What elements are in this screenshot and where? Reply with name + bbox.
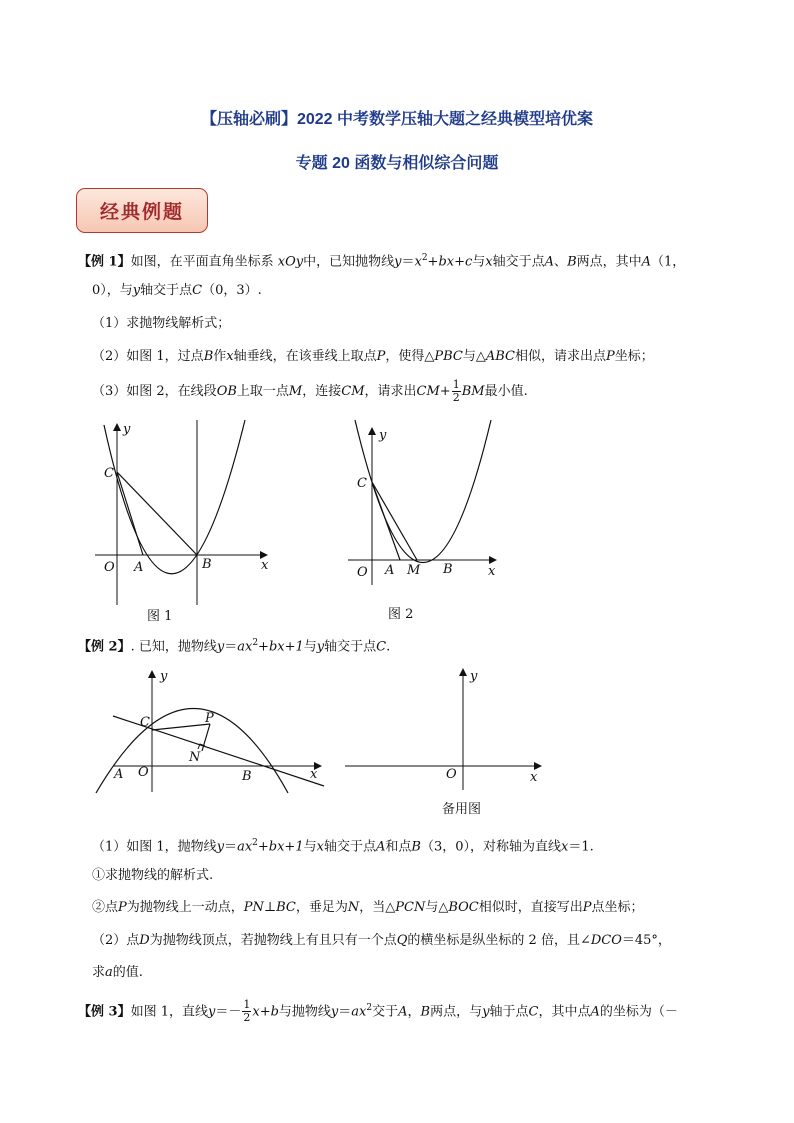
example1-figure2-caption: 图 2 (388, 607, 414, 622)
label-x: x (488, 564, 496, 579)
segment-ca (372, 482, 400, 560)
label-o: O (446, 767, 457, 782)
label-o: O (104, 560, 115, 575)
example1-figure2 (343, 415, 508, 590)
example3-line1: 【例 3】如图 1，直线y＝－ $\frac{1}{2}$ x+b与抛物线$y=ax^2$交于A，B两点，与y轴于点C，其中点A的坐标为（－ (78, 998, 678, 1025)
label-y: y (160, 669, 168, 684)
example1-line1: 【例 1】如图，在平面直角坐标系 xOy中，已知抛物线$y=x^2+bx+c$与x轴交于点A、B两点，其中A（1， (78, 253, 686, 270)
example2-figure1 (88, 660, 328, 800)
example2-line1: 【例 2】. 已知，抛物线$y=ax^2+bx+1$与y轴交于点C. (78, 638, 391, 655)
example2-spare-caption: 备用图 (442, 802, 482, 817)
label-x: x (530, 770, 538, 785)
example2-sub1: ①求抛物线的解析式. (92, 868, 214, 883)
label-a: A (114, 767, 124, 782)
fraction-half: $\frac{1}{2}$ (452, 378, 460, 404)
label-c: C (104, 466, 114, 481)
label-x: x (310, 767, 318, 782)
label-y: y (379, 428, 387, 443)
example2-question1: （1）如图 1，抛物线$y=ax^2+bx+1$与x轴交于点A和点B（3，0），对称轴为直线x＝1. (92, 838, 594, 855)
example1-question2: （2）如图 1，过点B作x轴垂线，在该垂线上取点P，使得△PBC与△ABC相似，请求出点P坐标； (92, 349, 654, 364)
example2-figure-spare (340, 660, 550, 790)
example2-question2: （2）点D为抛物线顶点，若抛物线上有且只有一个点Q的横坐标是纵坐标的 2 倍，且∠DCO＝45°， (92, 933, 671, 948)
example1-figure1-caption: 图 1 (147, 609, 173, 624)
label-a: A (385, 563, 395, 578)
section-badge (76, 188, 208, 233)
page-title: 【压轴必刷】2022 中考数学压轴大题之经典模型培优案 (200, 111, 594, 128)
segment-cm (372, 482, 417, 560)
page-subtitle: 专题 20 函数与相似综合问题 (295, 155, 499, 172)
label-b: B (202, 557, 212, 572)
label-c: C (357, 476, 367, 491)
label-p: P (205, 711, 214, 726)
example2-question2-cont: 求a的值. (92, 965, 143, 980)
label-m: M (407, 563, 421, 578)
label-y: y (470, 669, 478, 684)
example1-question3: （3）如图 2，在线段OB上取一点M，连接CM，请求出CM+ $\frac{1}{2}$ BM最小值. (92, 378, 528, 404)
segment-cp (152, 724, 210, 730)
example1-figure1 (90, 415, 280, 630)
example1-line2: 0），与y轴交于点C（0，3）. (92, 283, 262, 298)
segment-ca (117, 472, 143, 555)
label-a: A (134, 560, 144, 575)
label-o: O (138, 765, 149, 780)
segment-cb (117, 472, 197, 555)
example1-question1: （1）求抛物线解析式； (92, 316, 231, 331)
label-n: N (189, 750, 201, 765)
example2-sub2: ②点P为抛物线上一动点，PN⊥BC，垂足为N，当△PCN与△BOC相似时，直接写出P点坐标； (92, 900, 644, 915)
label-x: x (261, 558, 269, 573)
label-b: B (443, 562, 453, 577)
section-badge-label: 经典例题 (99, 202, 184, 223)
fraction-half: $\frac{1}{2}$ (243, 998, 251, 1025)
label-b: B (242, 769, 252, 784)
label-o: O (357, 565, 368, 580)
label-c: C (140, 715, 150, 730)
label-y: y (123, 422, 131, 437)
